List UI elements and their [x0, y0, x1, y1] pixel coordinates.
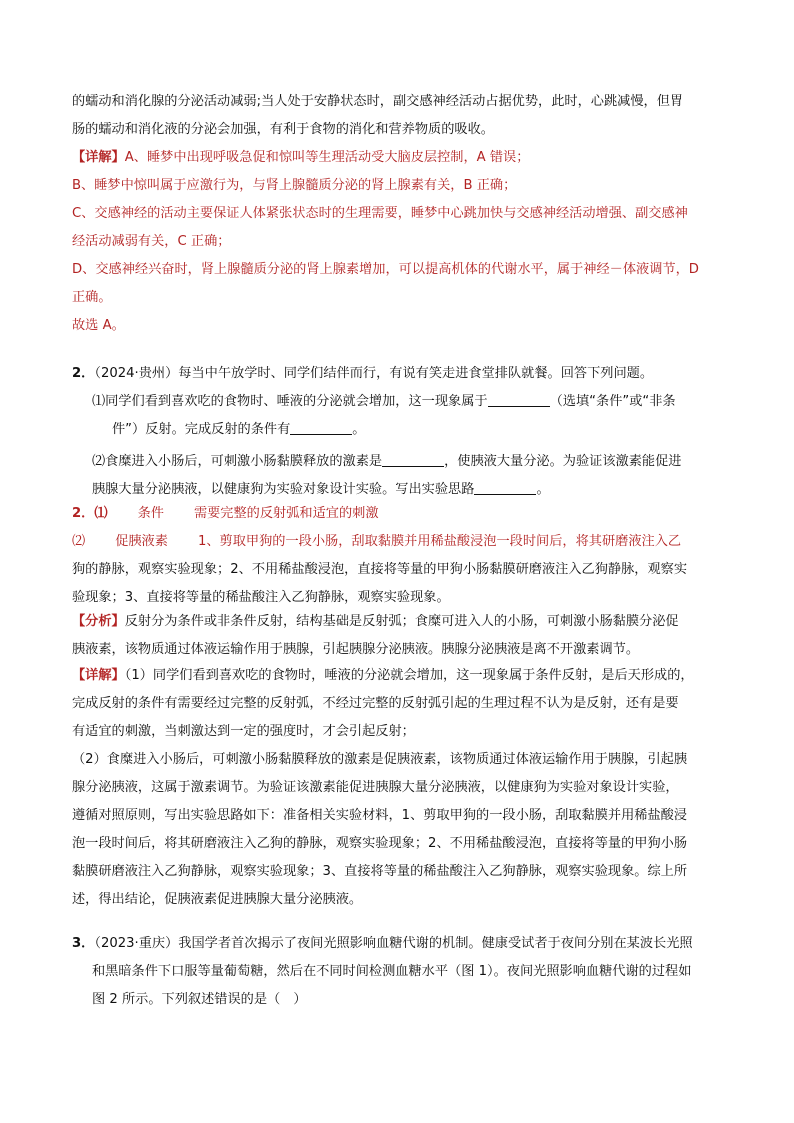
ans2-answer-4a: 1、剪取甲狗的一段小肠，刮取黏膜并用稀盐酸浸泡一段时间后，将其研磨液注入乙: [197, 534, 682, 549]
detail2-line1: [72, 662, 734, 690]
analysis2-text-1: 反射分为条件或非条件反射，结构基础是反射弧；食糜可进入人的小肠，可刺激小肠黏膜分泌促: [124, 614, 679, 629]
ans2-number: 2．⑴: [72, 506, 108, 521]
intro-paragraph: [72, 88, 734, 144]
ans2-answer-1: 条件: [137, 506, 164, 521]
detail2-text-1: （1）同学们看到喜欢吃的食物时，唾液的分泌就会增加，这一现象属于条件反射，是后天形成的，: [124, 668, 694, 683]
q2-source: （2024·贵州）: [94, 366, 179, 381]
detail2-line3: 有适宜的刺激，当刺激达到一定的强度时，才会引起反射；: [72, 724, 415, 739]
detail1-c1: C、交感神经的活动主要保证人体紧张状态时的生理需要，睡梦中心跳加快与交感神经活动增强、副交感神: [72, 206, 688, 221]
q3-text-1: 我国学者首次揭示了夜间光照影响血糖代谢的机制。健康受试者于夜间分别在某波长光照: [178, 936, 693, 951]
q3-line1: [72, 930, 734, 958]
question-3: [72, 930, 734, 1014]
q2-part2-text-a: ⑵食糜进入小肠后，可刺激小肠黏膜释放的激素是: [92, 454, 383, 469]
detail2-line2: 完成反射的条件有需要经过完整的反射弧，不经过完整的反射弧引起的生理过程不认为是反射，还有是要: [72, 696, 679, 711]
detail2-line7: 泡一段时间后，将其研磨液注入乙狗的静脉，观察实验现象；2、不用稀盐酸浸泡，直接将等量的甲狗小肠: [72, 836, 688, 851]
detail2-tag: 【详解】: [72, 668, 125, 683]
q2-part1-blank-2: [290, 420, 352, 435]
detail2-line6: 遵循对照原则，写出实验思路如下：准备相关实验材料，1、剪取甲狗的一段小肠，刮取黏膜并用稀盐酸浸: [72, 808, 688, 823]
question-2: [72, 360, 734, 504]
detail1-b: B、睡梦中惊叫属于应激行为，与肾上腺髓质分泌的肾上腺素有关，B 正确；: [72, 178, 517, 193]
q2-stem: 每当中午放学时、同学们结伴而行，有说有笑走进食堂排队就餐。回答下列问题。: [178, 366, 654, 381]
detail1-d2: 正确。: [72, 290, 112, 305]
detail2-line8: 黏膜研磨液注入乙狗静脉，观察实验现象；3、直接将等量的稀盐酸注入乙狗静脉，观察实验现象。综上所: [72, 864, 688, 879]
q2-part1-text-c: 件”）反射。完成反射的条件有: [112, 422, 291, 437]
detail1-a: A、睡梦中出现呼吸急促和惊叫等生理活动受大脑皮层控制，A 错误；: [124, 150, 530, 165]
q2-part2-text-d: 。: [536, 482, 550, 497]
ans2-line3: 狗的静脉，观察实验现象；2、不用稀盐酸浸泡，直接将等量的甲狗小肠黏膜研磨液注入乙狗静脉，观察实: [72, 562, 688, 577]
q2-part1-text-a: ⑴同学们看到喜欢吃的食物时、唾液的分泌就会增加，这一现象属于: [92, 394, 488, 409]
q2-part1-text-b: （选填“条件”或“非条: [549, 394, 676, 409]
detail1-c2: 经活动减弱有关，C 正确；: [72, 234, 231, 249]
detail-block-1: [72, 144, 734, 340]
detail1-line-a: [72, 144, 734, 172]
analysis2-line2: 胰液素，该物质通过体液运输作用于胰腺，引起胰腺分泌胰液。胰腺分泌胰液是离不开激素调节。: [72, 642, 640, 657]
ans2-answer-3: 促胰液素: [115, 534, 168, 549]
detail1-d1: D、交感神经兴奋时，肾上腺髓质分泌的肾上腺素增加，可以提高机体的代谢水平，属于神经－体液调节，D: [72, 262, 699, 277]
intro-line-1: 的蠕动和消化腺的分泌活动减弱;当人处于安静状态时，副交感神经活动占据优势，此时，心跳减慢，但胃: [72, 94, 684, 109]
intro-line-2: 肠的蠕动和消化液的分泌会加强，有利于食物的消化和营养物质的吸收。: [72, 122, 494, 137]
detail2-line5: 腺分泌胰液，这属于激素调节。为验证该激素能促进胰腺大量分泌胰液，以健康狗为实验对象设计实验，: [72, 780, 679, 795]
ans2-line2: [72, 528, 734, 556]
detail-2: [72, 662, 734, 914]
detail1-choose: 故选 A。: [72, 318, 125, 333]
q3-number: 3．: [72, 936, 95, 951]
q3-line3: 图 2 所示。下列叙述错误的是（ ）: [92, 992, 307, 1007]
q2-part2-blank-1: [382, 452, 444, 467]
analysis2-line1: [72, 608, 734, 636]
ans2-answer-2: 需要完整的反射弧和适宜的刺激: [193, 506, 379, 521]
q2-part1-blank-1: [488, 392, 550, 407]
detail2-line9: 述，得出结论，促胰液素促进胰腺大量分泌胰液。: [72, 892, 363, 907]
q2-part2-blank-2: [474, 480, 536, 495]
q2-part1-text-d: 。: [352, 422, 366, 437]
q3-source: （2023·重庆）: [94, 936, 179, 951]
ans2-number-2: ⑵: [72, 534, 86, 549]
q2-part2-line1: [72, 448, 734, 476]
q2-part1-line1: [72, 388, 734, 416]
q2-stem-line: [72, 360, 734, 388]
q2-part1-line2: [72, 416, 734, 444]
analysis2-tag: 【分析】: [72, 614, 125, 629]
ans2-line4: 验现象；3、直接将等量的稀盐酸注入乙狗静脉，观察实验现象。: [72, 590, 450, 605]
ans2-line1: [72, 500, 734, 528]
detail2-line4: （2）食糜进入小肠后，可刺激小肠黏膜释放的激素是促胰液素，该物质通过体液运输作用于胰腺，引起胰: [72, 752, 688, 767]
q2-part2-text-b: ，使胰液大量分泌。为验证该激素能促进: [444, 454, 682, 469]
q2-part2-text-c: 胰腺大量分泌胰液，以健康狗为实验对象设计实验。写出实验思路: [92, 482, 475, 497]
detail1-tag: 【详解】: [72, 150, 125, 165]
answer-2: [72, 500, 734, 612]
q3-line2: 和黑暗条件下口服等量葡萄糖，然后在不同时间检测血糖水平（图 1）。夜间光照影响血糖代谢的过程如: [92, 964, 692, 979]
q2-number: 2．: [72, 366, 95, 381]
analysis-2: [72, 608, 734, 664]
